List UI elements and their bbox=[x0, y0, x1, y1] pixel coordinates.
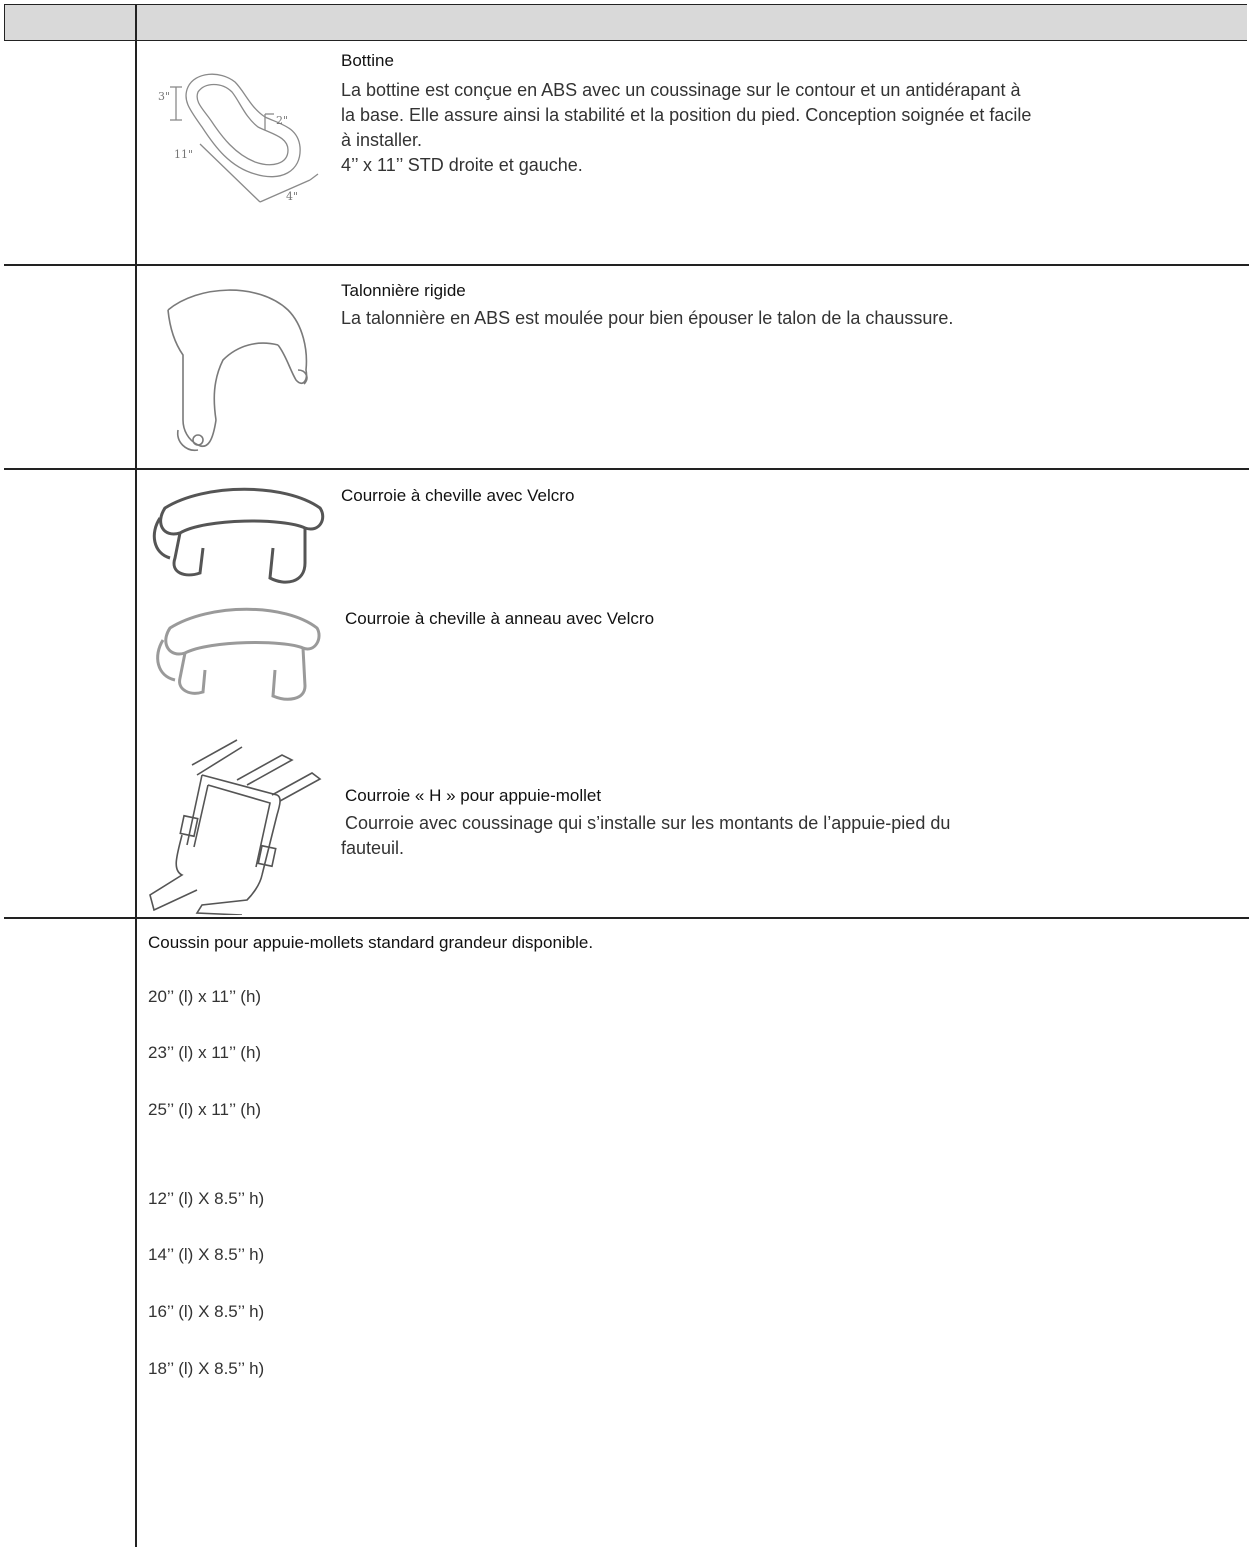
row-divider-1 bbox=[4, 264, 1249, 266]
talonniere-description: La talonnière en ABS est moulée pour bien épouser le talon de la chaussure. bbox=[341, 308, 954, 328]
row-divider-2 bbox=[4, 468, 1249, 470]
row-divider-3 bbox=[4, 917, 1249, 919]
header-column-divider bbox=[135, 4, 137, 41]
h-strap-illustration bbox=[142, 735, 332, 915]
h-strap-title: Courroie « H » pour appuie-mollet bbox=[345, 786, 602, 805]
coussin-size-5: 14’’ (l) X 8.5’’ h) bbox=[148, 1245, 265, 1264]
ring-strap-title: Courroie à cheville à anneau avec Velcro bbox=[345, 609, 655, 628]
coussin-title: Coussin pour appuie-mollets standard grandeur disponible. bbox=[148, 933, 594, 952]
column-divider bbox=[135, 41, 137, 1547]
talonniere-illustration bbox=[158, 270, 318, 460]
coussin-size-6: 16’’ (l) X 8.5’’ h) bbox=[148, 1302, 265, 1321]
bottine-dim-length: 11" bbox=[174, 148, 194, 161]
bottine-description bbox=[341, 78, 1031, 178]
table-header-row bbox=[4, 4, 1247, 41]
ankle-strap-illustration bbox=[145, 478, 335, 598]
coussin-size-1: 20’’ (l) x 11’’ (h) bbox=[148, 987, 262, 1006]
bottine-illustration bbox=[140, 62, 330, 212]
coussin-size-7: 18’’ (l) X 8.5’’ h) bbox=[148, 1359, 265, 1378]
bottine-title: Bottine bbox=[341, 51, 394, 70]
bottine-desc-line-1: La bottine est conçue en ABS avec un coussinage sur le contour et un antidérapant à bbox=[341, 80, 1021, 100]
bottine-desc-line-2: la base. Elle assure ainsi la stabilité et la position du pied. Conception soignée et facile bbox=[341, 105, 1032, 125]
ankle-strap-title: Courroie à cheville avec Velcro bbox=[341, 486, 575, 505]
bottine-dim-height: 3" bbox=[158, 90, 171, 103]
bottine-desc-line-4: 4’’ x 11’’ STD droite et gauche. bbox=[341, 155, 583, 175]
bottine-desc-line-3: à installer. bbox=[341, 130, 423, 150]
h-strap-desc-line-2: fauteuil. bbox=[341, 838, 405, 858]
coussin-size-2: 23’’ (l) x 11’’ (h) bbox=[148, 1043, 262, 1062]
talonniere-title: Talonnière rigide bbox=[341, 281, 466, 300]
bottine-dim-width: 2" bbox=[276, 114, 289, 127]
h-strap-desc-line-1: Courroie avec coussinage qui s’installe sur les montants de l’appuie-pied du bbox=[345, 813, 951, 833]
ring-strap-illustration bbox=[145, 598, 335, 718]
coussin-size-3: 25’’ (l) x 11’’ (h) bbox=[148, 1100, 262, 1119]
coussin-size-4: 12’’ (l) X 8.5’’ h) bbox=[148, 1189, 265, 1208]
h-strap-description bbox=[341, 811, 950, 861]
bottine-dim-base: 4" bbox=[286, 190, 299, 203]
